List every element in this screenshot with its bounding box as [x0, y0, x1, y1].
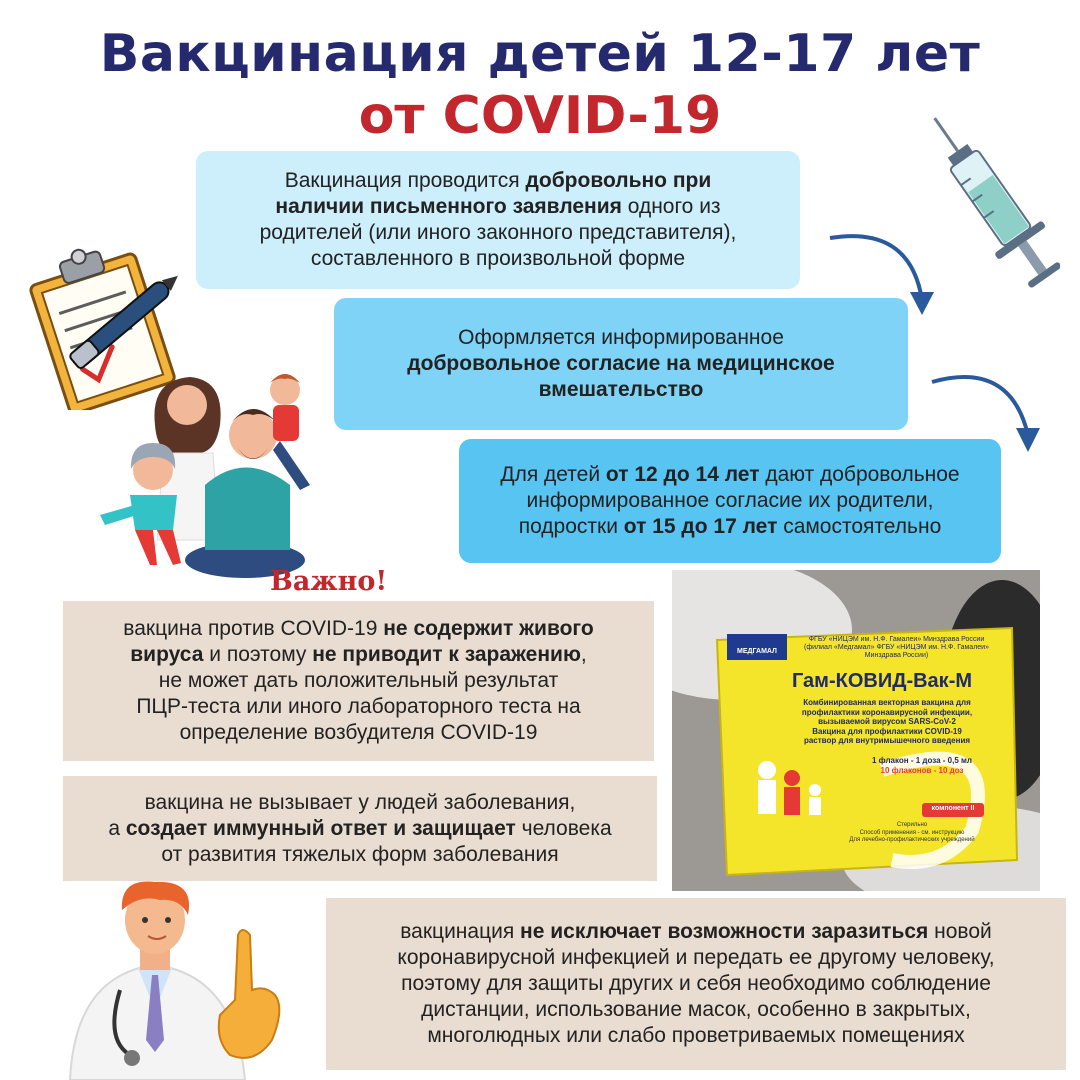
- text-line: [260, 168, 737, 194]
- text-line: [397, 919, 994, 945]
- important-label: Важно!: [270, 566, 388, 597]
- bold-text: не приводит к заражению: [312, 643, 581, 666]
- text-line: [108, 842, 611, 868]
- text-line: [500, 488, 959, 514]
- text-line: [407, 351, 834, 377]
- text: Для детей: [500, 463, 606, 486]
- text: дистанции, использование масок, особенно в закрытых,: [421, 998, 971, 1021]
- text: а: [108, 816, 126, 840]
- bold-text: вмешательство: [538, 378, 704, 401]
- text-line: [123, 616, 593, 642]
- text: многолюдных или слабо проветриваемых помещениях: [427, 1024, 965, 1047]
- text-line: [500, 462, 959, 488]
- title-line1: Вакцинация детей 12-17 лет: [99, 24, 981, 84]
- text-line: [123, 642, 593, 668]
- text-line: [500, 514, 959, 540]
- bold-text: наличии письменного заявления: [275, 195, 622, 218]
- text: не может дать положительный результат: [158, 669, 559, 692]
- text-line: [260, 194, 737, 220]
- fact-box-3: [326, 898, 1066, 1070]
- family-illustration: [95, 365, 335, 580]
- step-box-3: [459, 439, 1001, 563]
- text: вакцина не вызывает у людей заболевания,: [144, 790, 576, 814]
- vaccine-producer: ФГБУ «НИЦЭМ им. Н.Ф. Гамалеи» Минздрава России (филиал «Медгамал» ФГБУ «НИЦЭМ им. Н.Ф. Гамалеи» Минздрава России): [804, 636, 989, 659]
- vaccine-component: компонент II: [931, 805, 975, 812]
- text: новой: [928, 920, 992, 943]
- text-line: [397, 945, 994, 971]
- text: информированное согласие их родители,: [526, 489, 934, 512]
- text-line: [123, 694, 593, 720]
- text-line: [397, 971, 994, 997]
- text-line: [260, 220, 737, 246]
- title-line2: от COVID-19: [358, 86, 722, 146]
- text-line: [108, 816, 611, 842]
- bold-text: вируса: [130, 643, 204, 666]
- text: ПЦР-теста или иного лабораторного теста на: [136, 695, 581, 718]
- text: вакцина против COVID-19: [123, 617, 384, 640]
- bold-text: добровольно при: [525, 169, 712, 192]
- text-line: [397, 997, 994, 1023]
- step-text: [260, 168, 737, 272]
- text-line: [108, 790, 611, 816]
- text: дают добровольное: [759, 463, 960, 486]
- step-text: [407, 325, 834, 403]
- fact-box-1: [63, 601, 654, 761]
- vaccine-description: Комбинированная векторная вакцина для профилактики коронавирусной инфекции, вызываемой вирусом SARS-CoV-2 Вакцина для профилактики COVID-19 раствор для внутримышечного введения: [801, 698, 973, 745]
- text: составленного в произвольной форме: [310, 247, 686, 270]
- vaccine-footer: Стерильно Способ применения - см. инструкцию Для лечебно-профилактических учреждений: [849, 822, 975, 843]
- vaccine-package-photo: [672, 570, 1040, 891]
- text: ,: [580, 643, 587, 666]
- fact-box-2: [63, 776, 657, 881]
- text-line: [407, 325, 834, 351]
- bold-text: не исключает возможности заразиться: [520, 920, 929, 943]
- step-box-1: [196, 151, 800, 289]
- text-line: [123, 720, 593, 746]
- vaccine-dose: 1 флакон - 1 доза - 0,5 мл 10 флаконов - 10 доз: [871, 756, 973, 775]
- step-box-2: [334, 298, 908, 430]
- vaccine-logo: МЕДГАМАЛ: [737, 648, 777, 655]
- text: человека: [515, 816, 612, 840]
- fact-text: [108, 790, 611, 868]
- text: коронавирусной инфекцией и передать ее другому человеку,: [397, 946, 995, 969]
- text: одного из: [621, 195, 721, 218]
- bold-text: от 15 до 17 лет: [623, 515, 778, 538]
- bold-text: добровольное согласие на медицинское: [407, 352, 835, 375]
- text: определение возбудителя COVID-19: [179, 721, 538, 744]
- text: поэтому для защиты других и себя необходимо соблюдение: [401, 972, 991, 995]
- text: Вакцинация проводится: [284, 169, 526, 192]
- text: родителей (или иного законного представителя),: [259, 221, 737, 244]
- text-line: [397, 1023, 994, 1049]
- text-line: [407, 377, 834, 403]
- text: вакцинация: [400, 920, 521, 943]
- text: от развития тяжелых форм заболевания: [161, 842, 559, 866]
- text: и поэтому: [203, 643, 313, 666]
- bold-text: от 12 до 14 лет: [605, 463, 760, 486]
- bold-text: создает иммунный ответ и защищает: [125, 816, 516, 840]
- text: самостоятельно: [777, 515, 942, 538]
- step-text: [500, 462, 959, 540]
- fact-text: [123, 616, 593, 746]
- text: подростки: [518, 515, 624, 538]
- bold-text: не содержит живого: [383, 617, 594, 640]
- doctor-illustration: [60, 880, 300, 1080]
- vaccine-name: Гам-КОВИД-Вак-М: [791, 670, 973, 692]
- text-line: [123, 668, 593, 694]
- fact-text: [397, 919, 994, 1049]
- text-line: [260, 246, 737, 272]
- text: Оформляется информированное: [458, 326, 784, 349]
